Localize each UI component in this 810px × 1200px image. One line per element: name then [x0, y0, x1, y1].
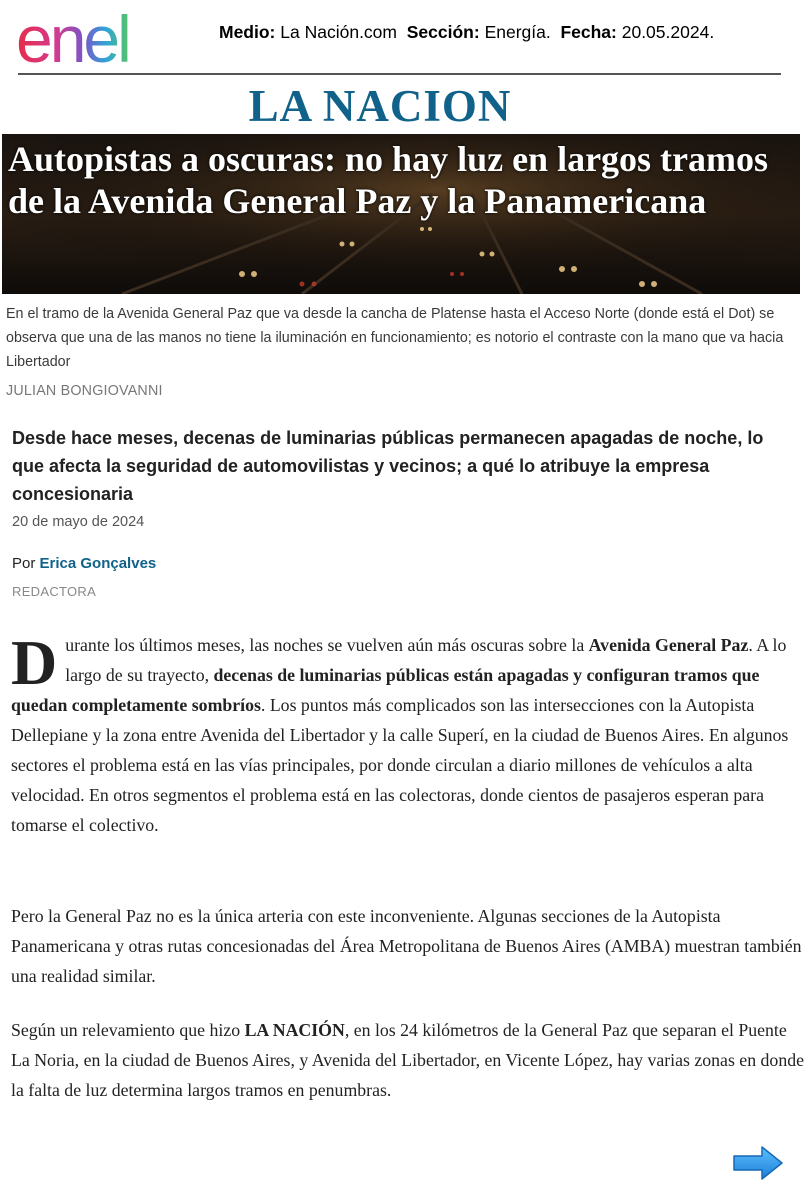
right-arrow-icon[interactable]: [732, 1144, 784, 1182]
byline: [12, 555, 156, 572]
p1-text-2: . A lo largo de su trayecto,: [65, 635, 787, 685]
author-role: REDACTORA: [12, 584, 97, 599]
p3-bold-1: LA NACIÓN: [244, 1020, 345, 1040]
byline-prefix: Por: [12, 555, 36, 572]
svg-text:enel: enel: [16, 8, 129, 70]
article-subtitle: Desde hace meses, decenas de luminarias públicas permanecen apagadas de noche, lo que afecta la seguridad de automovilistas y vecinos; a qué lo atribuye la empresa concesionaria: [12, 428, 764, 504]
header-divider: [18, 73, 781, 75]
photo-credit: JULIAN BONGIOVANNI: [6, 383, 163, 399]
article-paragraph-2: Pero la General Paz no es la única arteria con este inconveniente. Algunas secciones de la Autopista Panamericana y otras rutas concesionadas del Área Metropolitana de Buenos Aires (AMBA) muestran también una realidad similar.: [11, 906, 802, 986]
enel-logo: [16, 8, 182, 70]
p3-text-2: , en los 24 kilómetros de la General Paz que separan el Puente La Noria, en la ciudad de Buenos Aires, y Avenida del Libertador, en Vicente López, hay varias zonas en donde la falta de luz determina largos tramos en penumbras.: [11, 1020, 804, 1100]
author-link[interactable]: Erica Gonçalves: [39, 555, 157, 572]
p1-bold-1: Avenida General Paz: [588, 635, 749, 655]
article-paragraph-1: [11, 627, 807, 840]
p1-text-3: . Los puntos más complicados son las intersecciones con la Autopista Dellepiane y la zona entre Avenida del Libertador y la calle Superí, en la ciudad de Buenos Aires. En algunos sectores el problema está en las vías principales, por donde circulan a diario millones de vehículos a alta velocidad. En otros segmentos el problema está en las colectoras, donde cientos de pasajeros esperan para tomarse el colectivo.: [11, 695, 789, 835]
masthead: LA NACION: [248, 81, 512, 131]
fecha-value: 20.05.2024.: [621, 22, 715, 42]
medio-label: Medio:: [219, 22, 276, 42]
seccion-label: Sección:: [406, 22, 480, 42]
p1-bold-2: decenas de luminarias públicas están apagadas y configuran tramos que quedan completamente sombríos: [11, 665, 760, 715]
p3-text-1: Según un relevamiento que hizo: [11, 1020, 245, 1040]
article-headline: Autopistas a oscuras: no hay luz en largos tramos de la Avenida General Paz y la Panamericana: [8, 139, 769, 221]
image-caption: En el tramo de la Avenida General Paz que va desde la cancha de Platense hasta el Acceso Norte (donde está el Dot) se observa que una de las manos no tiene la iluminación en funcionamiento; es notorio el contraste con la mano que va hacia Libertador: [6, 306, 784, 370]
article-paragraph-3: [11, 1015, 807, 1105]
clipping-header: [0, 0, 810, 78]
seccion-value: Energía.: [484, 22, 551, 42]
medio-value: La Nación.com: [280, 22, 397, 42]
drop-cap: D: [11, 627, 58, 698]
clipping-meta: [219, 22, 714, 43]
fecha-label: Fecha:: [560, 22, 617, 42]
hero-image: [2, 134, 800, 294]
article-date: 20 de mayo de 2024: [12, 514, 145, 530]
p1-text-1: urante los últimos meses, las noches se vuelven aún más oscuras sobre la: [65, 635, 589, 655]
